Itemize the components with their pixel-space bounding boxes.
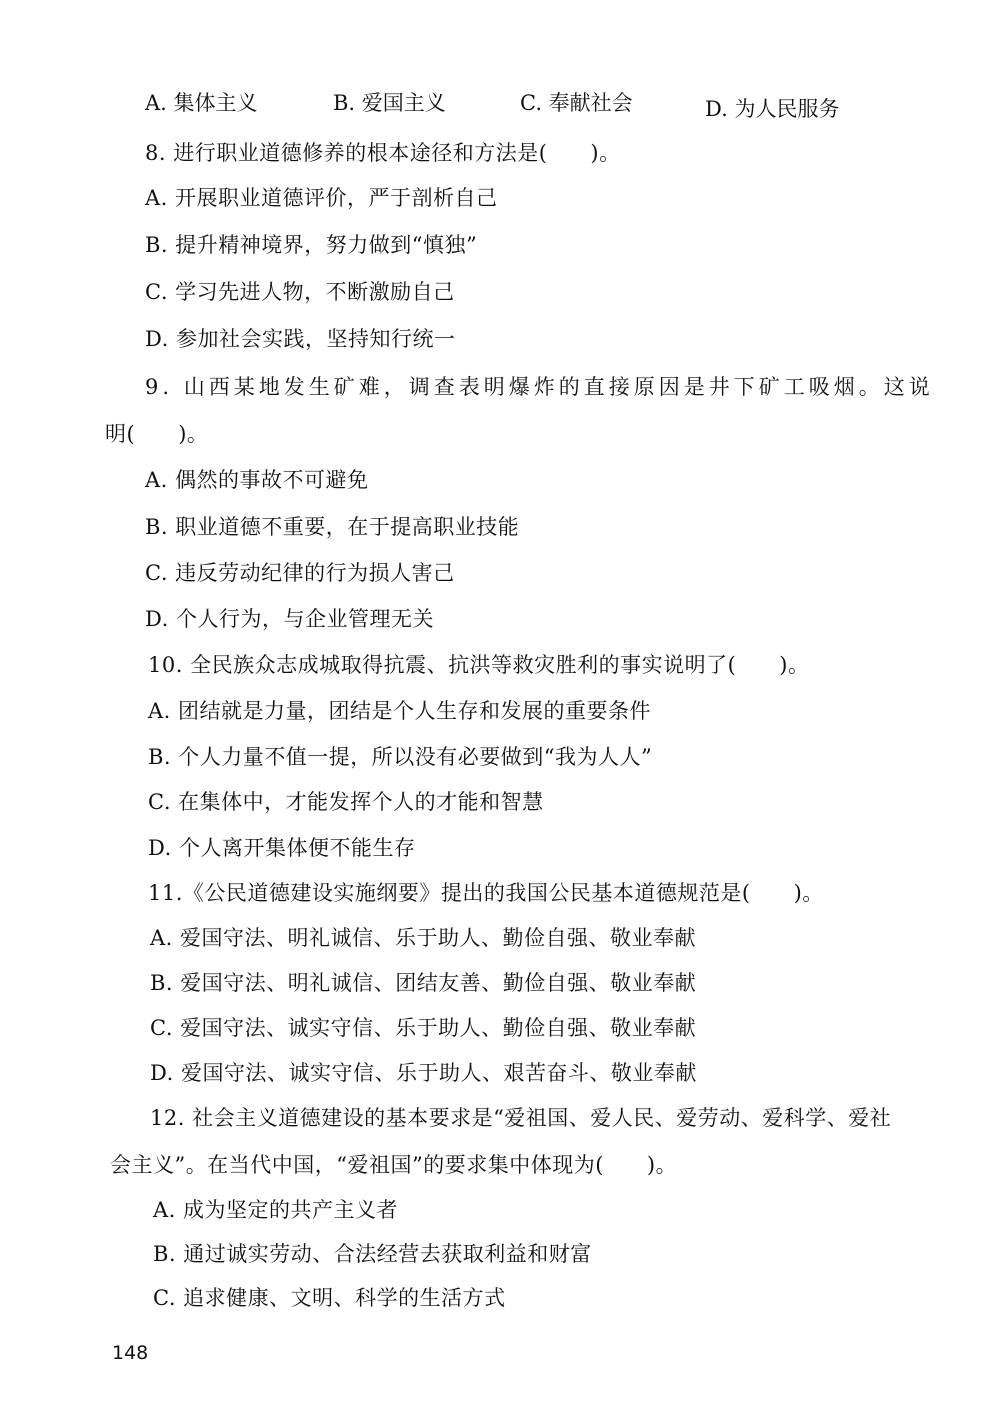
page-number: 148	[112, 1342, 149, 1364]
q10-option-c: C. 在集体中，才能发挥个人的才能和智慧	[148, 790, 544, 814]
q7-option-d: D. 为人民服务	[705, 97, 840, 121]
q10-option-d: D. 个人离开集体便不能生存	[148, 836, 416, 860]
question-7-options	[145, 88, 865, 120]
q7-option-c: C. 奉献社会	[520, 91, 633, 115]
q9-stem-line-2: 明( )。	[105, 422, 209, 446]
q8-stem: 8. 进行职业道德修养的根本途径和方法是( )。	[145, 141, 621, 165]
q11-option-b: B. 爱国守法、明礼诚信、团结友善、勤俭自强、敬业奉献	[150, 971, 697, 995]
q8-option-b: B. 提升精神境界，努力做到“慎独”	[145, 233, 478, 257]
q12-option-a: A. 成为坚定的共产主义者	[153, 1198, 399, 1222]
q11-stem: 11.《公民道德建设实施纲要》提出的我国公民基本道德规范是( )。	[148, 881, 824, 905]
q7-option-a: A. 集体主义	[145, 91, 258, 115]
q10-option-b: B. 个人力量不值一提，所以没有必要做到“我为人人”	[148, 745, 653, 769]
q7-option-b: B. 爱国主义	[333, 91, 446, 115]
q12-stem-line-1: 12. 社会主义道德建设的基本要求是“爱祖国、爱人民、爱劳动、爱科学、爱社	[150, 1106, 892, 1130]
q8-option-a: A. 开展职业道德评价，严于剖析自己	[145, 186, 498, 210]
q11-option-c: C. 爱国守法、诚实守信、乐于助人、勤俭自强、敬业奉献	[150, 1016, 697, 1040]
q9-option-d: D. 个人行为，与企业管理无关	[145, 607, 434, 631]
q10-option-a: A. 团结就是力量，团结是个人生存和发展的重要条件	[148, 699, 652, 723]
q9-option-b: B. 职业道德不重要，在于提高职业技能	[145, 515, 520, 539]
q9-option-c: C. 违反劳动纪律的行为损人害己	[145, 561, 455, 585]
q11-option-d: D. 爱国守法、诚实守信、乐于助人、艰苦奋斗、敬业奉献	[150, 1061, 697, 1085]
q9-stem-line-1: 9. 山西某地发生矿难，调查表明爆炸的直接原因是井下矿工吸烟。这说	[145, 375, 934, 399]
q11-option-a: A. 爱国守法、明礼诚信、乐于助人、勤俭自强、敬业奉献	[150, 926, 697, 950]
q12-option-b: B. 通过诚实劳动、合法经营去获取利益和财富	[153, 1242, 592, 1266]
q12-option-c: C. 追求健康、文明、科学的生活方式	[153, 1286, 506, 1310]
q8-option-d: D. 参加社会实践，坚持知行统一	[145, 327, 456, 351]
q12-stem-line-2: 会主义”。在当代中国，“爱祖国”的要求集中体现为( )。	[110, 1153, 678, 1177]
q10-stem: 10. 全民族众志成城取得抗震、抗洪等救灾胜利的事实说明了( )。	[148, 653, 810, 677]
q8-option-c: C. 学习先进人物，不断激励自己	[145, 280, 455, 304]
q9-option-a: A. 偶然的事故不可避免	[145, 468, 369, 492]
